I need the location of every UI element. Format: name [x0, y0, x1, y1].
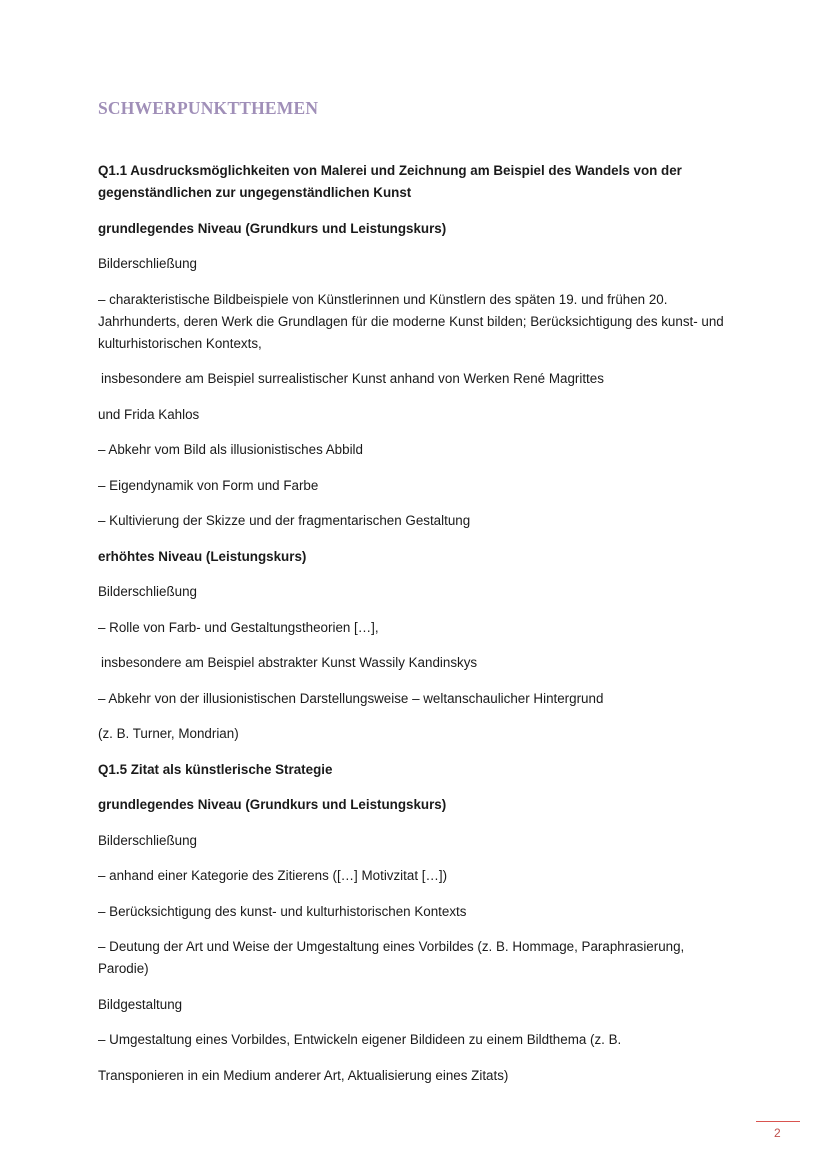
bullet-item: – Rolle von Farb- und Gestaltungstheorien […],: [98, 619, 379, 635]
bullet-item: – Deutung der Art und Weise der Umgestaltung eines Vorbildes (z. B. Hommage, Paraphrasierung, Parodie): [98, 939, 685, 976]
topic-title: Q1.5 Zitat als künstlerische Strategie: [98, 761, 333, 777]
subsection-label: Bilderschließung: [98, 832, 197, 848]
document-body: [98, 160, 738, 1100]
level-heading: erhöhtes Niveau (Leistungskurs): [98, 548, 307, 564]
body-line: insbesondere am Beispiel abstrakter Kunst Wassily Kandinskys: [101, 655, 478, 670]
section-heading: SCHWERPUNKTTHEMEN: [98, 98, 319, 118]
page-number: 2: [774, 1126, 781, 1140]
topic-title: Q1.1 Ausdrucksmöglichkeiten von Malerei und Zeichnung am Beispiel des Wandels von der gegenständlichen zur ungegenständlichen Kunst: [98, 163, 682, 200]
bullet-item: – anhand einer Kategorie des Zitierens ([…] Motivzitat […]): [98, 868, 448, 883]
level-heading: grundlegendes Niveau (Grundkurs und Leistungskurs): [98, 797, 447, 812]
bullet-item: – Umgestaltung eines Vorbildes, Entwickeln eigener Bildideen zu einem Bildthema (z. B.: [98, 1032, 622, 1047]
bullet-item: – Berücksichtigung des kunst- und kulturhistorischen Kontexts: [98, 903, 467, 919]
footer-rule: [756, 1121, 800, 1122]
bullet-item: – Kultivierung der Skizze und der fragmentarischen Gestaltung: [98, 513, 471, 528]
bullet-item: – Eigendynamik von Form und Farbe: [98, 477, 319, 493]
body-line: und Frida Kahlos: [98, 406, 200, 422]
level-heading: grundlegendes Niveau (Grundkurs und Leistungskurs): [98, 220, 447, 236]
body-line: Transponieren in ein Medium anderer Art, Aktualisierung eines Zitats): [98, 1067, 509, 1083]
bullet-item: – Abkehr vom Bild als illusionistisches Abbild: [98, 442, 363, 457]
body-line: (z. B. Turner, Mondrian): [98, 726, 239, 741]
subsection-label: Bilderschließung: [98, 584, 197, 599]
subsection-label: Bilderschließung: [98, 256, 197, 271]
body-line: insbesondere am Beispiel surrealistischer Kunst anhand von Werken René Magrittes: [101, 371, 604, 386]
bullet-item: – charakteristische Bildbeispiele von Künstlerinnen und Künstlern des späten 19. und frühen 20. Jahrhunderts, deren Werk die Grundlagen für die moderne Kunst bilden; Berücksichtigung des kunst- und kulturhistorischen Kontexts,: [98, 291, 724, 351]
subsection-label: Bildgestaltung: [98, 996, 183, 1012]
bullet-item: – Abkehr von der illusionistischen Darstellungsweise – weltanschaulicher Hintergrund: [98, 690, 604, 706]
